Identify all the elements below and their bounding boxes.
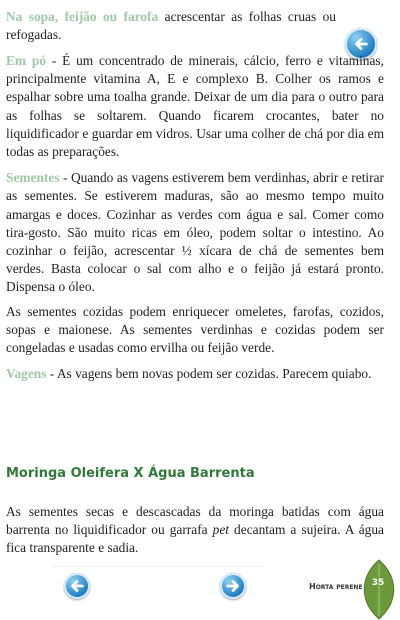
- paragraph-vagens: [6, 365, 384, 383]
- paragraph-em-po: [6, 52, 384, 161]
- paragraph-agua-text-1: As sementes secas e descascadas da moringa batidas com água barrenta no liquidificador ou garrafa: [6, 504, 384, 538]
- paragraph-sementes-cozidas: As sementes cozidas podem enriquecer omeletes, farofas, cozidos, sopas e maionese. As sementes verdinhas e cozidas podem ser congeladas e usadas como ervilha ou feijão verde.: [6, 303, 384, 356]
- keyword-em-po: Em pó: [6, 53, 47, 68]
- content-text-main: [6, 52, 384, 389]
- paragraph-sopa-text: acrescentar as folhas cruas ou refogadas.: [6, 9, 336, 43]
- keyword-sementes: Sementes: [6, 170, 60, 186]
- paragraph-agua-em: pet: [212, 522, 230, 538]
- footer-brand: Horta perene: [309, 582, 363, 591]
- arrow-right-icon: [224, 577, 242, 595]
- keyword-vagens: Vagens: [6, 366, 47, 382]
- keyword-sopa: Na sopa, feijão ou farofa: [6, 9, 159, 24]
- arrow-left-icon: [352, 35, 370, 53]
- paragraph-sopa: [6, 8, 336, 44]
- next-page-button[interactable]: [220, 573, 246, 599]
- paragraph-em-po-text: - É um concentrado de minerais, cálcio, ferro e vitaminas, principalmente vitamina A, E e complexo B. Colher os ramos e espalhar sobre uma toalha grande. Deixar de um dia para o outro para as folhas se soltarem. Quando ficarem crocantes, bater no liquidificador e guardar em vidros. Usar uma colher de chá por dia em todas as preparações.: [6, 53, 384, 160]
- paragraph-sementes: [6, 169, 384, 296]
- leaf-icon: [360, 558, 398, 620]
- page-number: 35: [371, 578, 385, 588]
- arrow-left-icon: [68, 577, 86, 595]
- previous-page-button[interactable]: [64, 573, 90, 599]
- paragraph-sementes-text: - Quando as vagens estiverem bem verdinhas, abrir e retirar as sementes. Se estiverem maduras, são ao mesmo tempo muito amargas e doces. Cozinhar as verdes com água e sal. Comer como tira-gosto. São muito ricas em óleo, podem soltar o intestino. Ao cozinhar o feijão, acrescentar ½ xícara de chá de sementes bem verdes. Basta colocar o sal com alho e o feijão já estará pronto. Dispensa o óleo.: [6, 170, 384, 295]
- section-heading: Moringa Oleifera X Água Barrenta: [6, 466, 255, 481]
- paragraph-agua-text-2: decantam a sujeira. A água fica transparente e sadia.: [6, 522, 384, 556]
- navigation-bar: [52, 566, 263, 605]
- paragraph-agua-barrenta: [6, 503, 384, 564]
- paragraph-vagens-text: - As vagens bem novas podem ser cozidas. Parecem quiabo.: [46, 366, 372, 382]
- content-text: [6, 8, 336, 50]
